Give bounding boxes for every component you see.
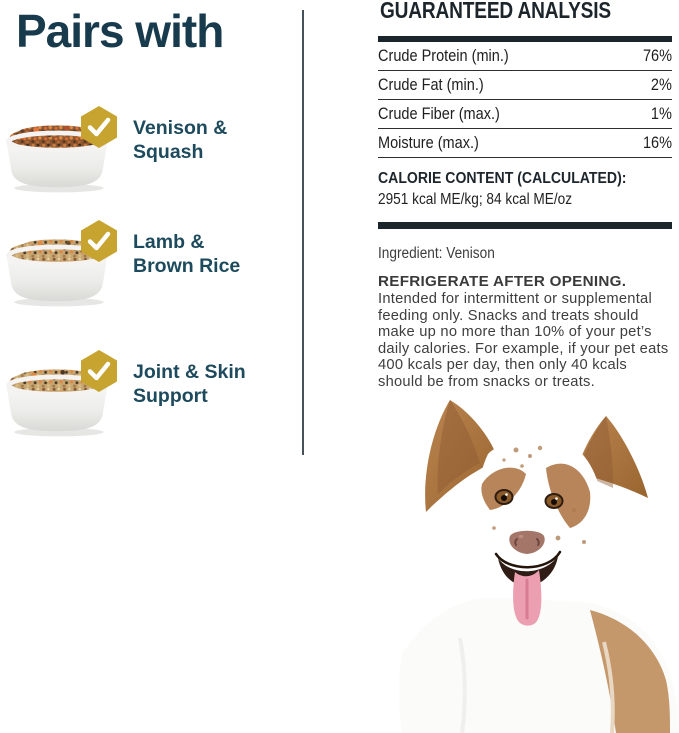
pair-label: [133, 117, 227, 164]
pair-label: [133, 361, 246, 408]
guaranteed-analysis-table: [378, 42, 672, 158]
check-hexagon-icon: [80, 220, 118, 262]
calorie-value-text: 2951 kcal ME/kg; 84 kcal ME/oz: [378, 191, 573, 208]
table-row: [378, 129, 672, 158]
row-value: 76%: [642, 46, 672, 65]
pair-label-line1: Venison &: [133, 117, 228, 139]
ingredient-text: Ingredient: Venison: [378, 245, 495, 262]
vertical-divider: [302, 10, 304, 455]
row-label: Moisture (max.): [378, 133, 479, 152]
guaranteed-analysis-title: GUARANTEED ANALYSIS: [380, 0, 611, 23]
pair-label-line2: Squash: [133, 140, 204, 163]
pair-label-line2: Support: [133, 384, 208, 407]
calorie-heading-text: CALORIE CONTENT (CALCULATED):: [378, 170, 627, 187]
pair-item-joint-skin: [0, 352, 300, 444]
ingredient-line: [378, 245, 672, 263]
calorie-content-heading: [378, 170, 672, 188]
row-label: Crude Protein (min.): [378, 46, 509, 65]
calorie-content-value: [378, 191, 672, 209]
dog-photo: [398, 390, 679, 733]
refrigerate-heading: REFRIGERATE AFTER OPENING.: [378, 273, 627, 290]
row-label: Crude Fat (min.): [378, 75, 484, 94]
table-row: [378, 71, 672, 100]
row-value: 2%: [651, 75, 672, 94]
pair-item-venison-squash: [0, 108, 300, 200]
pairs-with-title: Pairs with: [16, 5, 224, 57]
pair-label-line1: Lamb &: [133, 231, 205, 253]
row-label: Crude Fiber (max.): [378, 104, 500, 123]
pair-label-line1: Joint & Skin: [133, 361, 246, 383]
table-row: [378, 42, 672, 71]
pair-item-lamb-rice: [0, 222, 300, 314]
row-value: 16%: [642, 133, 672, 152]
analysis-panel: [378, 0, 672, 391]
row-value: 1%: [651, 104, 672, 123]
check-hexagon-icon: [80, 350, 118, 392]
table-row: [378, 100, 672, 129]
check-hexagon-icon: [80, 106, 118, 148]
section-bottom-bar: [378, 222, 672, 229]
pair-label: [133, 231, 240, 278]
feeding-statement: Intended for intermittent or supplemental feeding only. Snacks and treats should make up no more than 10% of your pet’s daily calories. For example, if your pet eats 400 kcals per day, then only 40 kcals should be from snacks or treats.: [378, 291, 669, 390]
pair-label-line2: Brown Rice: [133, 254, 241, 277]
